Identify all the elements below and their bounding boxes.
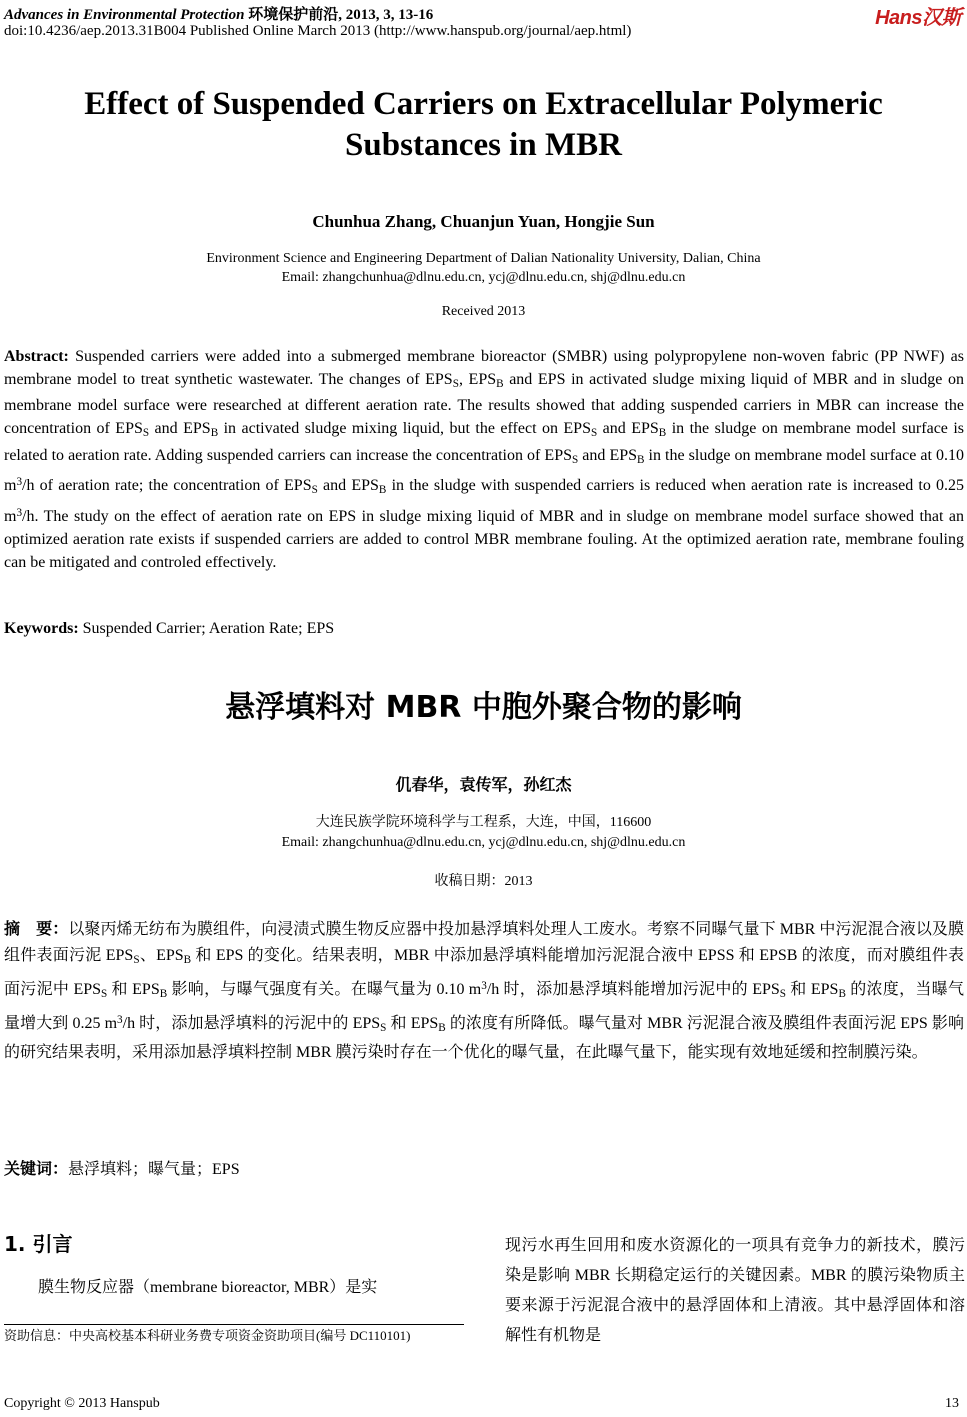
keywords-cn bbox=[4, 1156, 240, 1179]
superscript: 3 bbox=[481, 979, 487, 992]
subscript: B bbox=[438, 1021, 446, 1034]
abstract-en-text: and EPS bbox=[149, 420, 211, 438]
intro-paragraph-right: 现污水再生回用和废水资源化的一项具有竞争力的新技术，膜污染是影响 MBR 长期稳定运行的关键因素。MBR 的膜污染物质主要来源于污泥混合液中的悬浮固体和上清液。其中悬浮固体和溶解性有机物是 bbox=[505, 1237, 965, 1344]
abstract-en-text: in the sludge on membrane model surface at 0.10 m bbox=[4, 446, 965, 495]
subscript: B bbox=[838, 987, 846, 1000]
abstract-en-text: and EPS in activated sludge mixing liquid of MBR and in sludge on membrane model surface were researched at different aeration rate. The results showed that adding suspended carriers in MBR can increase the concentration of EPS bbox=[4, 370, 964, 438]
hans-logo: Hans汉斯 bbox=[875, 7, 961, 29]
keywords-en-text: Suspended Carrier; Aeration Rate; EPS bbox=[78, 620, 335, 637]
subscript: B bbox=[637, 453, 645, 466]
subscript: B bbox=[496, 377, 504, 390]
abstract-en-text: in the sludge with suspended carriers is reduced when aeration rate is increased to 0.25 m bbox=[4, 477, 965, 526]
abstract-cn-text: 的浓度，当曝气量增大到 0.25 m bbox=[4, 980, 964, 1032]
abstract-cn-text: /h 时，添加悬浮填料能增加污泥中的 EPS bbox=[486, 980, 780, 998]
abstract-cn bbox=[4, 916, 964, 1066]
subscript: S bbox=[142, 426, 150, 439]
abstract-cn-text: 的浓度有所降低。曝气量对 MBR 污泥混合液及膜组件表面污泥 EPS 影响的研究结果表明，采用添加悬浮填料控制 MBR 膜污染时存在一个优化的曝气量，在此曝气量下，能实现有效地延缓和控制膜污染。 bbox=[4, 1014, 964, 1062]
affiliation-cn-text: 大连民族学院环境科学与工程系，大连，中国，116600 bbox=[315, 815, 652, 830]
abstract-en-text: and EPS bbox=[578, 446, 638, 464]
abstract-en-text: , EPS bbox=[458, 370, 497, 388]
abstract-cn-text: 以聚丙烯无纺布为膜组件，向浸渍式膜生物反应器中投加悬浮填料处理人工废水。考察不同曝气量下 MBR 中污泥混合液以及膜组件表面污泥 EPS bbox=[4, 921, 964, 964]
intro-paragraph-left: 膜生物反应器（membrane bioreactor, MBR）是实 bbox=[38, 1279, 378, 1296]
abstract-en-text: and EPS bbox=[317, 477, 379, 495]
abstract-en-text: /h of aeration rate; the concentration of EPS bbox=[22, 477, 312, 495]
abstract-cn-text: /h 时，添加悬浮填料的污泥中的 EPS bbox=[122, 1014, 381, 1032]
abstract-en-text: in the sludge on membrane model surface is related to aeration rate. Adding suspended carriers can increase the concentration of EPS bbox=[4, 420, 965, 464]
email-cn: Email: zhangchunhua@dlnu.edu.cn, ycj@dlnu.edu.cn, shj@dlnu.edu.cn bbox=[281, 835, 686, 850]
superscript: 3 bbox=[16, 507, 23, 519]
keywords-cn-text: 悬浮填料；曝气量；EPS bbox=[68, 1161, 240, 1178]
copyright-notice: Copyright © 2013 Hanspub bbox=[4, 1396, 160, 1411]
affiliation-en bbox=[0, 249, 967, 287]
abstract-cn-text: 影响，与曝气强度有关。在曝气量为 0.10 m bbox=[167, 980, 482, 998]
subscript: S bbox=[779, 987, 786, 1000]
received-en: Received 2013 bbox=[441, 304, 526, 319]
paper-title-en bbox=[0, 84, 967, 166]
subscript: S bbox=[101, 987, 108, 1000]
subscript: B bbox=[210, 426, 219, 439]
subscript: S bbox=[380, 1021, 387, 1034]
superscript: 3 bbox=[16, 476, 23, 489]
subscript: B bbox=[183, 953, 192, 966]
superscript: 3 bbox=[117, 1013, 123, 1026]
keywords-label-cn: 关键词： bbox=[4, 1159, 69, 1178]
affiliation-en-text: Environment Science and Engineering Department of Dalian Nationality University, Dalian, China bbox=[206, 251, 761, 266]
abstract-en bbox=[4, 346, 964, 574]
subscript: S bbox=[452, 377, 459, 390]
received-cn: 收稿日期：2013 bbox=[434, 874, 533, 889]
journal-name-cn: 环境保护前沿 bbox=[248, 7, 339, 23]
title-en-line2: Substances in MBR bbox=[345, 127, 622, 163]
paper-title-cn: 悬浮填料对 MBR 中胞外聚合物的影响 bbox=[225, 690, 742, 725]
subscript: B bbox=[378, 484, 387, 497]
abstract-en-text: Suspended carriers were added into a submerged membrane bioreactor (SMBR) using polypropylene non-woven fabric (PP NWF) as membrane model to treat synthetic wastewater. The changes of EPS bbox=[4, 348, 964, 388]
abstract-cn-text: 和 EPS bbox=[386, 1014, 439, 1032]
abstract-cn-text: 和 EPS bbox=[786, 980, 839, 998]
abstract-label-en: Abstract: bbox=[4, 348, 69, 365]
subscript: S bbox=[311, 484, 318, 497]
footnote-divider bbox=[4, 1324, 464, 1325]
authors-en: Chunhua Zhang, Chuanjun Yuan, Hongjie Sun bbox=[312, 212, 655, 231]
page-number: 13 bbox=[945, 1396, 959, 1411]
abstract-cn-text: 和 EPS 的变化。结果表明，MBR 中添加悬浮填料能增加污泥混合液中 EPSS 和 EPSB 的浓度，而对膜组件表面污泥中 EPS bbox=[4, 947, 964, 998]
abstract-en-text: and EPS bbox=[597, 420, 659, 438]
subscript: B bbox=[658, 426, 667, 439]
journal-citation: , 2013, 3, 13-16 bbox=[338, 7, 434, 23]
journal-name: Advances in Environmental Protection bbox=[4, 7, 245, 23]
abstract-en-text: in activated sludge mixing liquid, but the effect on EPS bbox=[218, 420, 591, 438]
subscript: S bbox=[590, 426, 598, 439]
subscript: S bbox=[572, 453, 579, 466]
keywords-label-en: Keywords: bbox=[4, 620, 79, 637]
abstract-cn-text: 、EPS bbox=[139, 947, 184, 964]
keywords-en bbox=[4, 620, 334, 638]
subscript: S bbox=[133, 953, 140, 966]
doi-line: doi:10.4236/aep.2013.31B004 Published Online March 2013 (http://www.hanspub.org/journal/aep.html) bbox=[4, 23, 632, 39]
email-en: Email: zhangchunhua@dlnu.edu.cn, ycj@dlnu.edu.cn, shj@dlnu.edu.cn bbox=[281, 270, 686, 285]
abstract-cn-text: 和 EPS bbox=[107, 980, 160, 998]
affiliation-cn bbox=[0, 813, 967, 853]
section-heading-introduction: 1. 引言 bbox=[4, 1232, 73, 1256]
authors-cn: 仉春华，袁传军，孙红杰 bbox=[395, 775, 572, 794]
funding-footnote: 资助信息：中央高校基本科研业务费专项资金资助项目(编号 DC110101) bbox=[4, 1328, 411, 1343]
abstract-label-cn: 摘 要： bbox=[4, 919, 69, 938]
title-en-line1: Effect of Suspended Carriers on Extracellular Polymeric bbox=[84, 86, 883, 122]
abstract-en-text: /h. The study on the effect of aeration rate on EPS in sludge mixing liquid of MBR and in sludge on membrane model surface showed that an optimized aeration rate exists if suspended carriers are added to control MBR membrane fouling. At the optimized aeration rate, membrane fouling can be mitigated and controled effectively. bbox=[4, 508, 964, 571]
journal-header bbox=[4, 3, 433, 24]
subscript: B bbox=[159, 987, 168, 1000]
